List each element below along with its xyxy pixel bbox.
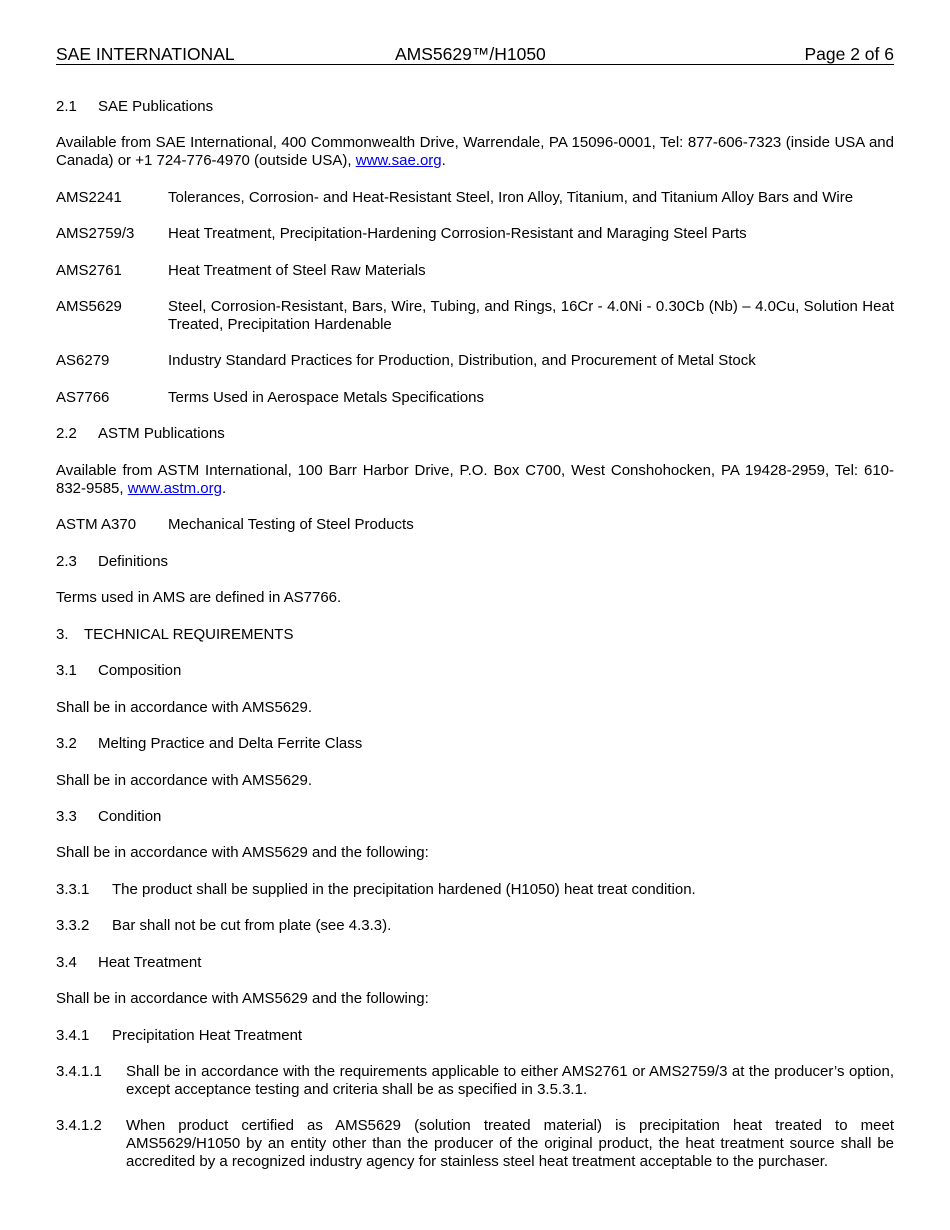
ref-item: AMS5629 Steel, Corrosion-Resistant, Bars, Wire, Tubing, and Rings, 16Cr - 4.0Ni - 0.30Cb (Nb) – 4.0Cu, Solution Heat Treated, Precipitation Hardenable [56,298,894,333]
sae-availability-paragraph: Available from SAE International, 400 Commonwealth Drive, Warrendale, PA 15096-0001, Tel: 877-606-7323 (inside USA and Canada) or +1 724-776-4970 (outside USA), www.sae.org. [56,134,894,169]
melting-practice-text: Shall be in accordance with AMS5629. [56,772,312,789]
header-doc-id: AMS5629™/H1050 [395,44,546,64]
definitions-text: Terms used in AMS are defined in AS7766. [56,589,342,606]
ref-item: ASTM A370 Mechanical Testing of Steel Products [56,516,414,533]
ref-item: AMS2761 Heat Treatment of Steel Raw Materials [56,262,426,279]
section-3-4-heading: 3.4 Heat Treatment [56,954,202,971]
section-2-2-heading: 2.2 ASTM Publications [56,425,225,442]
sae-link[interactable]: www.sae.org [355,152,442,169]
heat-treatment-text: Shall be in accordance with AMS5629 and the following: [56,990,429,1007]
ref-item: AS6279 Industry Standard Practices for Production, Distribution, and Procurement of Metal Stock [56,352,756,369]
section-3-2-heading: 3.2 Melting Practice and Delta Ferrite Class [56,735,363,752]
clause-3-3-2: 3.3.2 Bar shall not be cut from plate (see 4.3.3). [56,917,392,934]
header-page-number: Page 2 of 6 [804,44,894,64]
section-3-1-heading: 3.1 Composition [56,662,182,679]
section-3-heading: 3. TECHNICAL REQUIREMENTS [56,626,294,643]
ref-item: AMS2241 Tolerances, Corrosion- and Heat-Resistant Steel, Iron Alloy, Titanium, and Titanium Alloy Bars and Wire [56,189,854,206]
section-3-4-1-heading: 3.4.1 Precipitation Heat Treatment [56,1027,303,1044]
section-3-3-heading: 3.3 Condition [56,808,162,825]
page-header [56,44,894,65]
header-org: SAE INTERNATIONAL [56,44,235,64]
clause-3-4-1-2: 3.4.1.2 When product certified as AMS5629 (solution treated material) is precipitation heat treated to meet AMS5629/H1050 by an entity other than the producer of the original product, the heat treatment source shall be accredited by a recognized industry agency for stainless steel heat treatment acceptable to the purchaser. [56,1117,894,1170]
clause-3-3-1: 3.3.1 The product shall be supplied in the precipitation hardened (H1050) heat treat condition. [56,881,696,898]
clause-3-4-1-1: 3.4.1.1 Shall be in accordance with the requirements applicable to either AMS2761 or AMS2759/3 at the producer’s option, except acceptance testing and criteria shall be as specified in 3.5.3.1. [56,1063,894,1098]
condition-text: Shall be in accordance with AMS5629 and the following: [56,844,429,861]
astm-link[interactable]: www.astm.org [127,480,222,497]
ref-item: AMS2759/3 Heat Treatment, Precipitation-Hardening Corrosion-Resistant and Maraging Steel Parts [56,225,747,242]
astm-availability-paragraph: Available from ASTM International, 100 Barr Harbor Drive, P.O. Box C700, West Conshohocken, PA 19428-2959, Tel: 610-832-9585, www.astm.org. [56,462,894,497]
ref-item: AS7766 Terms Used in Aerospace Metals Specifications [56,389,484,406]
composition-text: Shall be in accordance with AMS5629. [56,699,312,716]
section-2-3-heading: 2.3 Definitions [56,553,169,570]
section-2-1-heading: 2.1 SAE Publications [56,98,214,115]
